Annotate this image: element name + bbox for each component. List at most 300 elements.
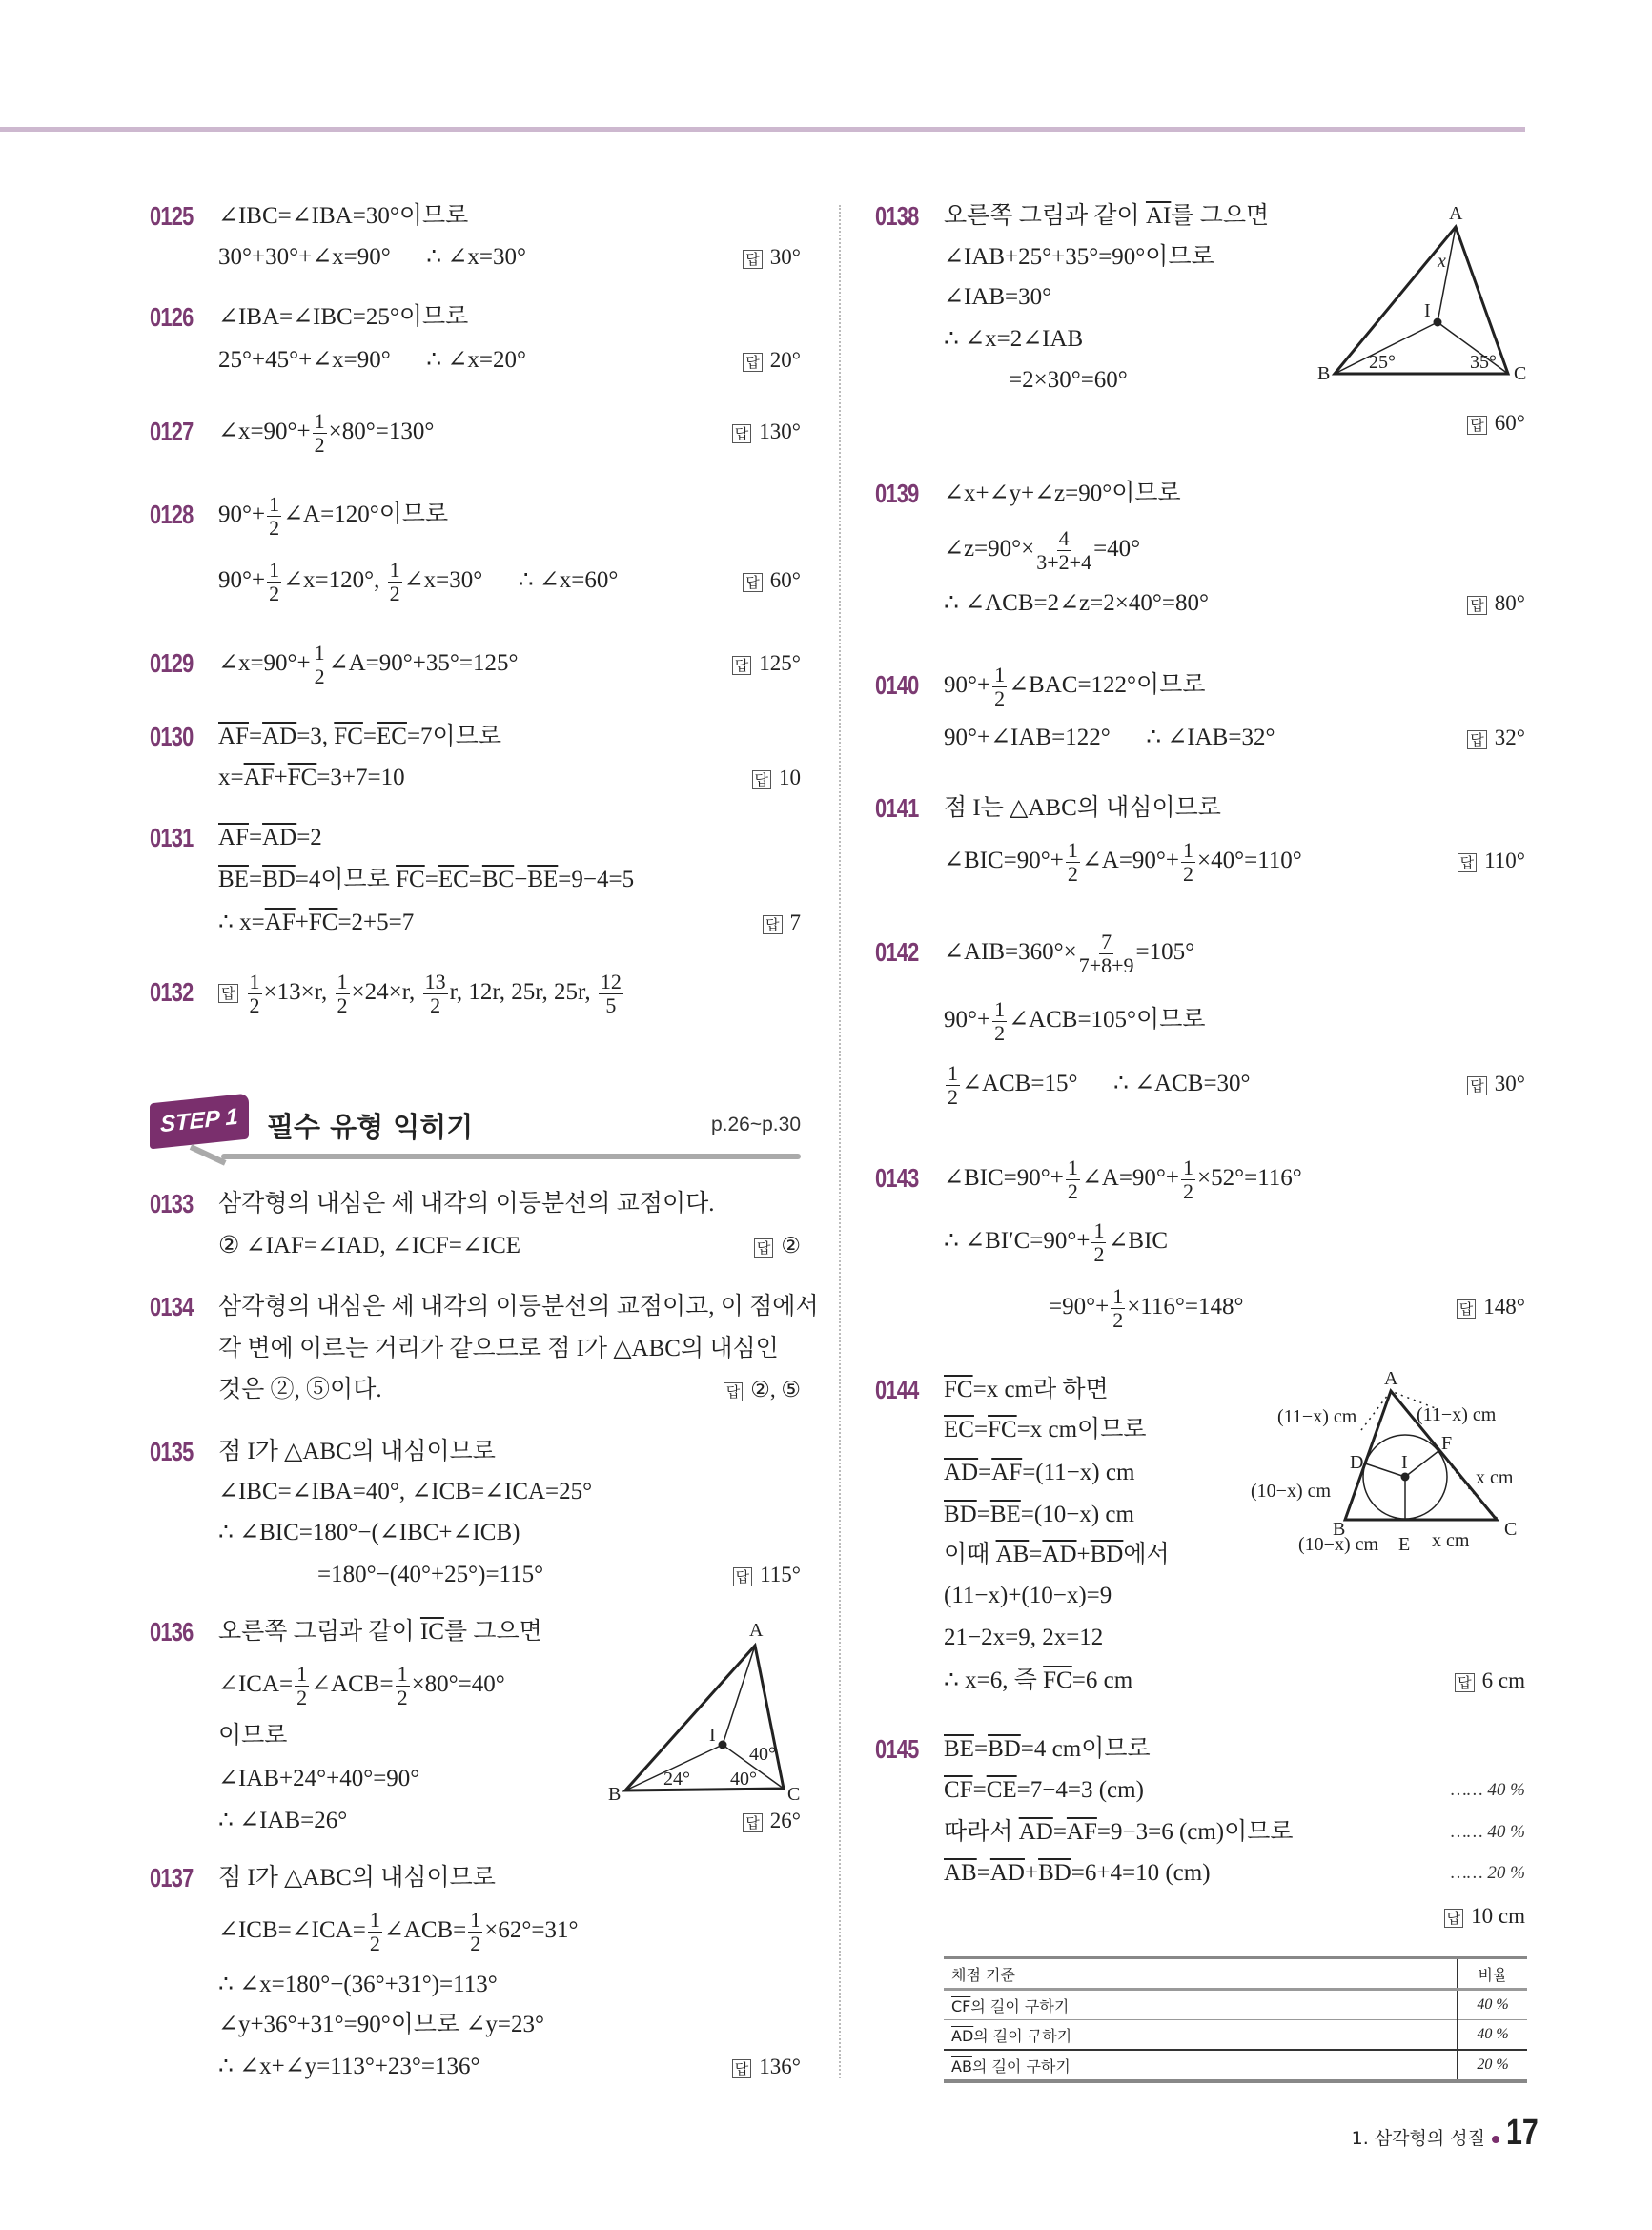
math-text: =(10−x) cm [1020,1502,1134,1527]
answer-mark-icon: 답 [1467,730,1487,749]
vertex-label: A [1384,1368,1398,1389]
vertex-label: F [1441,1433,1453,1454]
solution-line [218,635,518,692]
solution-line [218,1217,520,1275]
fraction [267,559,281,605]
math-text: ∠ACB=15° ∴ ∠ACB=30° [962,1071,1251,1096]
vertex-label: D [1350,1452,1364,1473]
solution-line [218,1361,382,1419]
solution-line [218,332,526,389]
numerator: 1 [314,408,325,433]
numerator: 12 [600,969,622,993]
fraction [599,971,623,1017]
segment-overline: $\overline{AD}$ [262,724,297,749]
answer [1467,709,1525,767]
math-text: ∠IAB=30° [944,284,1052,310]
math-text: ∠BIC [1108,1228,1169,1254]
segment-overline: $\overline{AF}$ [991,1460,1023,1485]
math-text: 오른쪽 그림과 같이 [944,203,1146,229]
answer-value: 148° [1483,1295,1525,1319]
denominator: 2 [1093,1241,1105,1266]
answer-value: ②, ⑤ [750,1378,801,1401]
math-text: 를 그으면 [1171,203,1270,229]
math-text: − [514,867,528,892]
math-text: 90°+ [218,501,266,527]
answer [743,1792,801,1850]
math-text: ×62°=31° [484,1917,579,1943]
segment-overline: $\overline{BD}$ [262,867,296,892]
numerator: 1 [337,969,348,993]
math-text: =2×30°=60° [1009,367,1128,393]
numerator: 1 [1183,1155,1194,1179]
header-rule [0,127,1525,132]
denominator: 2 [948,1084,958,1109]
segment-overline: $\overline{CF}$ [944,1777,973,1803]
problem-number: 0125 [150,201,194,231]
answer [752,749,802,807]
fraction [1181,839,1195,886]
math-text: =7−4=3 (cm) [1016,1777,1144,1803]
math-text: = [976,1502,990,1527]
segment-overline: $\overline{BD}$ [1090,1542,1124,1567]
denominator: 2 [994,1020,1006,1045]
problem-number: 0129 [150,648,194,678]
page-range: p.26~p.30 [710,1114,801,1135]
math-text: ∠BAC=122°이므로 [1009,672,1206,698]
numerator: 1 [296,1661,308,1686]
numerator: 1 [249,969,260,993]
answer-value: 30° [769,245,801,269]
answer-value: 115° [760,1563,801,1586]
table-row [944,2020,1527,2051]
solution-line [218,1902,578,1959]
fraction [423,971,448,1017]
denominator: 2 [369,1931,380,1955]
fraction [1111,1285,1125,1332]
math-text: ∴ ∠IAB=26° [218,1808,348,1833]
math-text: = [468,867,482,892]
math-text: ∠z=90°× [944,536,1035,562]
math-text: =4 cm이므로 [1020,1736,1151,1762]
solution-line [218,1656,505,1713]
score-mark: …… 40 % [1450,1780,1525,1800]
math-text: r, 12r, 25r, 25r, [449,979,597,1005]
answer [1467,395,1525,452]
fraction [295,1663,309,1709]
math-text: = [1029,1542,1043,1567]
answer-mark-icon: 답 [733,1567,753,1586]
angle-label: 35° [1470,352,1497,373]
answer-value: 7 [789,910,801,934]
segment-overline: $\overline{AB}$ [951,2056,972,2076]
answer-mark-icon: 답 [754,1238,774,1258]
math-text: + [1024,1860,1039,1886]
solution-line [218,1792,347,1850]
answer [1467,1055,1525,1113]
math-text: ∠IAB+25°+35°=90°이므로 [944,244,1214,270]
solution-line [218,2038,480,2096]
segment-overline: $\overline{AD}$ [989,1860,1025,1886]
criterion-cell [944,2020,1458,2051]
math-text: =9−3=6 (cm)이므로 [1096,1819,1294,1845]
fraction [248,971,262,1017]
answer-mark-icon: 답 [732,656,752,675]
solution-line [944,924,1194,981]
numerator: 1 [389,557,400,582]
answer-mark-icon: 답 [1455,1673,1475,1692]
math-text: 90°+ [944,672,991,698]
segment-overline: $\overline{AB}$ [995,1542,1030,1567]
answer-value: 10 cm [1471,1904,1525,1928]
math-text: =6+4=10 (cm) [1071,1860,1211,1886]
segment-overline: $\overline{AD}$ [944,1460,979,1485]
math-text: 따라서 [944,1819,1019,1845]
math-text: (11−x)+(10−x)=9 [944,1583,1112,1608]
table-row [944,2050,1527,2081]
problem-number: 0139 [875,479,919,508]
problem-number: 0134 [150,1292,194,1321]
answer [732,2038,801,2096]
denominator: 2 [1183,1178,1194,1203]
denominator: 2 [314,432,325,457]
answer-mark-icon: 답 [732,424,752,443]
length-label: (10−x) cm [1251,1481,1332,1502]
incircle-figure-0144 [1345,1391,1499,1520]
math-text: =x cm이므로 [1016,1417,1147,1442]
math-text: ② ∠IAF=∠IAD, ∠ICF=∠ICE [218,1233,521,1258]
math-text: = [972,1777,987,1803]
segment-overline: $\overline{BD}$ [944,1502,977,1527]
math-text: ∠A=90°+35°=125° [328,650,519,676]
answer-value: 60° [1494,411,1525,435]
segment-overline: $\overline{BC}$ [481,867,515,892]
vertex-label: C [1514,363,1527,384]
solution-line [218,894,414,951]
segment-overline: $\overline{AF}$ [264,910,296,935]
answer-value: 80° [1494,591,1525,615]
answer-value: 136° [759,2055,801,2078]
vertex-label: B [1333,1519,1346,1540]
answer-mark-icon: 답 [763,915,783,934]
fraction [1079,931,1134,977]
vertex-label: I [709,1725,716,1746]
segment-overline: $\overline{BE}$ [527,867,559,892]
segment-overline: $\overline{AD}$ [262,825,297,850]
math-text: 오른쪽 그림과 같이 [218,1619,420,1645]
math-text: + [1076,1542,1091,1567]
ratio-cell: 40 % [1458,2020,1527,2051]
math-text: ∠IBA=∠IBC=25°이므로 [218,304,469,330]
answer [763,894,801,951]
answer-value: 30° [1494,1072,1525,1095]
segment-overline: $\overline{AD}$ [1042,1542,1077,1567]
math-text: =180°−(40°+25°)=115° [317,1562,544,1587]
step-badge: STEP 1 [150,1094,249,1150]
math-text: ∠A=90°+ [1081,1165,1180,1191]
math-text: 25°+45°+∠x=90° ∴ ∠x=20° [218,347,526,373]
segment-overline: $\overline{AB}$ [944,1860,977,1886]
math-text: ∠y+36°+31°=90°이므로 ∠y=23° [218,2012,544,2037]
segment-overline: $\overline{AF}$ [1066,1819,1097,1845]
answer [733,1546,801,1604]
fraction [1066,839,1080,886]
denominator: 2 [994,685,1006,710]
denominator: 2 [337,992,348,1017]
length-label: x cm [1476,1467,1514,1488]
segment-overline: $\overline{BE}$ [218,867,249,892]
solution-line [944,992,1206,1049]
answer-value: 125° [759,651,801,675]
denominator: 2 [1067,1178,1078,1203]
math-text: + [274,765,288,790]
problem-number: 0142 [875,937,919,967]
denominator: 2 [269,515,280,540]
solution-line [218,1850,496,1907]
denominator: 7+8+9 [1078,952,1134,977]
angle-label: x [1438,251,1446,272]
numerator: 1 [1183,837,1194,862]
answer-mark-icon: 답 [1457,1299,1477,1319]
segment-overline: $\overline{CF}$ [951,1996,971,2015]
answer-mark-icon: 답 [1458,853,1478,872]
solution-line [944,1055,1251,1113]
solution-line [218,229,526,286]
segment-overline: $\overline{AF}$ [243,765,275,790]
numerator: 1 [994,662,1006,686]
segment-overline: $\overline{AD}$ [951,2026,974,2045]
problem-number: 0133 [150,1189,194,1218]
math-text: =7이므로 [406,724,502,749]
triangle-figure-0136 [625,1646,784,1790]
problem-number: 0128 [150,500,194,529]
fraction [336,971,350,1017]
segment-overline: $\overline{AF}$ [218,724,249,749]
math-text: ∠x=90°+ [218,419,311,444]
denominator: 2 [430,992,441,1017]
math-text: 21−2x=9, 2x=12 [944,1625,1104,1650]
numerator: 1 [269,491,280,516]
chapter-title: 1. 삼각형의 성질 [1351,2128,1485,2149]
math-text: ∠BIC=90°+ [944,1165,1064,1191]
segment-overline: $\overline{EC}$ [438,867,469,892]
grading-criteria-table [944,1956,1527,2083]
math-text: 이므로 [218,1723,288,1749]
math-text: ∴ ∠x=180°−(36°+31°)=113° [218,1972,498,1997]
solution-line [218,1604,542,1661]
math-text: ∠A=120°이므로 [283,501,449,527]
solution-line [944,832,1302,890]
math-text: ∴ ∠BI′C=90°+ [944,1228,1091,1254]
math-text: ∠ACB= [383,1917,467,1943]
segment-overline: $\overline{BE}$ [989,1502,1021,1527]
vertex-label: A [749,1620,764,1641]
math-text: ∠x=90°+ [218,650,311,676]
math-text: 삼각형의 내심은 세 내각의 이등분선의 교점이다. [218,1191,715,1217]
math-text: 것은 ②, ⑤이다. [218,1377,382,1402]
numerator: 1 [470,1907,481,1932]
math-text: = [1052,1819,1067,1845]
solution-line [944,1652,1132,1709]
fraction [368,1909,382,1955]
problem-number: 0137 [150,1863,194,1892]
math-text: 에서 [1123,1542,1170,1567]
math-text: ∴ ∠x+∠y=113°+23°=136° [218,2054,480,2079]
math-text: ∠x=120°, [283,567,386,593]
length-label: (10−x) cm [1298,1534,1379,1555]
math-text: ∠x=30° ∴ ∠x=60° [403,567,619,593]
score-mark: …… 40 % [1450,1822,1525,1842]
fraction [396,1663,410,1709]
solution-line [218,749,405,807]
math-text: ∠AIB=360°× [944,939,1077,965]
fraction [1066,1156,1080,1203]
answer [743,552,801,609]
math-text: ∠x+∠y+∠z=90°이므로 [944,481,1181,506]
answer-mark-icon: 답 [732,2059,752,2078]
length-label: (11−x) cm [1277,1406,1357,1427]
math-text: =2+5=7 [337,910,415,935]
math-text: = [973,1736,989,1762]
denominator: 2 [1183,861,1194,886]
math-text: ∠ICB=∠ICA= [218,1917,366,1943]
math-text: = [978,1460,992,1485]
numerator: 1 [948,1060,958,1085]
vertex-label: I [1424,300,1431,321]
math-text: =2 [296,825,322,850]
math-text: 삼각형의 내심은 세 내각의 이등분선의 교점이고, 이 점에서 [218,1294,819,1320]
answer-mark-icon: 답 [1467,596,1487,615]
column-header: 채점 기준 [951,1965,1015,1984]
solution-line [944,1150,1302,1207]
answer-value: 20° [769,348,801,372]
segment-overline: $\overline{AF}$ [218,825,249,850]
segment-overline: $\overline{AD}$ [1018,1819,1053,1845]
answer-mark-icon: 답 [743,250,763,269]
math-text: ∠A=90°+ [1081,848,1180,873]
ratio-cell: 40 % [1458,1990,1527,2020]
answer-value: 32° [1494,726,1525,749]
math-text: x= [218,765,244,790]
numerator: 1 [1067,837,1078,862]
numerator: 1 [1093,1217,1105,1242]
denominator: 2 [397,1685,408,1709]
math-text: ∠ICA= [218,1671,294,1697]
solution-line [218,552,618,609]
math-text: 의 길이 구하기 [970,1996,1070,2015]
segment-overline: $\overline{BD}$ [988,1736,1021,1762]
solution-line [944,575,1209,632]
column-header: 비율 [1458,1958,1527,1990]
segment-overline: $\overline{EC}$ [944,1417,974,1442]
segment-overline: $\overline{FC}$ [308,910,338,935]
problem-number: 0132 [150,977,194,1007]
segment-overline: $\overline{CE}$ [986,1777,1017,1803]
criterion-cell [944,1990,1458,2020]
math-text: ∴ ∠x=2∠IAB [944,326,1084,352]
math-text: ∴ ∠BIC=180°−(∠IBC+∠ICB) [218,1520,520,1545]
math-text: ∴ x= [218,910,265,935]
math-text: ∠IBC=∠IBA=40°, ∠ICB=∠ICA=25° [218,1479,593,1504]
answer-mark-icon: 답 [724,1382,744,1401]
triangle-figure-0138 [1335,227,1508,374]
problem-number: 0126 [150,302,194,332]
problem-number: 0138 [875,201,919,231]
segment-overline: $\overline{EC}$ [377,724,407,749]
answer [732,403,801,460]
math-text: ∴ ∠ACB=2∠z=2×40°=80° [944,590,1209,616]
criterion-cell [944,2050,1458,2081]
answer [1458,832,1525,890]
denominator: 2 [389,581,400,605]
math-text: = [362,724,377,749]
math-text: 점 I가 △ABC의 내심이므로 [218,1865,496,1891]
score-mark: …… 20 % [1450,1863,1525,1883]
vertex-label: E [1398,1534,1411,1555]
fraction [1036,527,1091,574]
numerator: 1 [314,640,325,665]
bullet-dot-icon [1492,2136,1499,2143]
solution-line [944,465,1181,522]
answer-mark-icon: 답 [1467,416,1487,435]
math-text: ×80°=40° [411,1671,505,1697]
segment-overline: $\overline{BD}$ [1038,1860,1071,1886]
math-text: ∠ACB=105°이므로 [1009,1007,1206,1033]
angle-label: 40° [730,1769,757,1790]
denominator: 2 [470,1931,481,1955]
math-text: 30°+30°+∠x=90° ∴ ∠x=30° [218,244,526,270]
math-text: 90°+ [944,1007,991,1033]
math-text: 점 I가 △ABC의 내심이므로 [218,1439,496,1464]
math-text: 점 I는 △ABC의 내심이므로 [944,795,1221,821]
problem-number: 0135 [150,1437,194,1466]
numerator: 1 [1067,1155,1078,1179]
math-text: = [424,867,438,892]
answer-mark-icon: 답 [218,984,238,1003]
answer [754,1217,801,1275]
problem-number: 0127 [150,417,194,446]
table-row [944,1990,1527,2020]
solution-line [944,521,1140,578]
answer [724,1361,801,1419]
length-label: x cm [1432,1530,1470,1551]
math-text: =4이므로 [295,867,397,892]
angle-label: 24° [663,1769,690,1790]
math-text: =9−4=5 [558,867,635,892]
answer-mark-icon: 답 [743,573,763,592]
math-text: ×52°=116° [1197,1165,1302,1191]
problem-number: 0145 [875,1734,919,1764]
fraction [1181,1156,1195,1203]
angle-label: 40° [749,1744,776,1765]
math-text: =x cm라 하면 [972,1377,1109,1402]
math-text: ×13×r, [263,979,334,1005]
problem-number: 0130 [150,722,194,751]
segment-overline: $\overline{FC}$ [944,1377,973,1402]
answer-value: 130° [759,419,801,443]
math-text: + [295,910,309,935]
section-title: 필수 유형 익히기 [267,1111,474,1143]
fraction [946,1062,960,1109]
segment-overline: $\overline{BE}$ [944,1736,974,1762]
segment-overline: $\overline{FC}$ [396,867,425,892]
angle-label: 25° [1369,352,1396,373]
answer-mark-icon: 답 [1467,1076,1487,1095]
math-text: ×116°=148° [1127,1294,1244,1320]
math-text: ∠BIC=90°+ [944,848,1064,873]
fraction [992,664,1007,710]
solution-line [944,1213,1168,1270]
denominator: 2 [314,664,325,688]
